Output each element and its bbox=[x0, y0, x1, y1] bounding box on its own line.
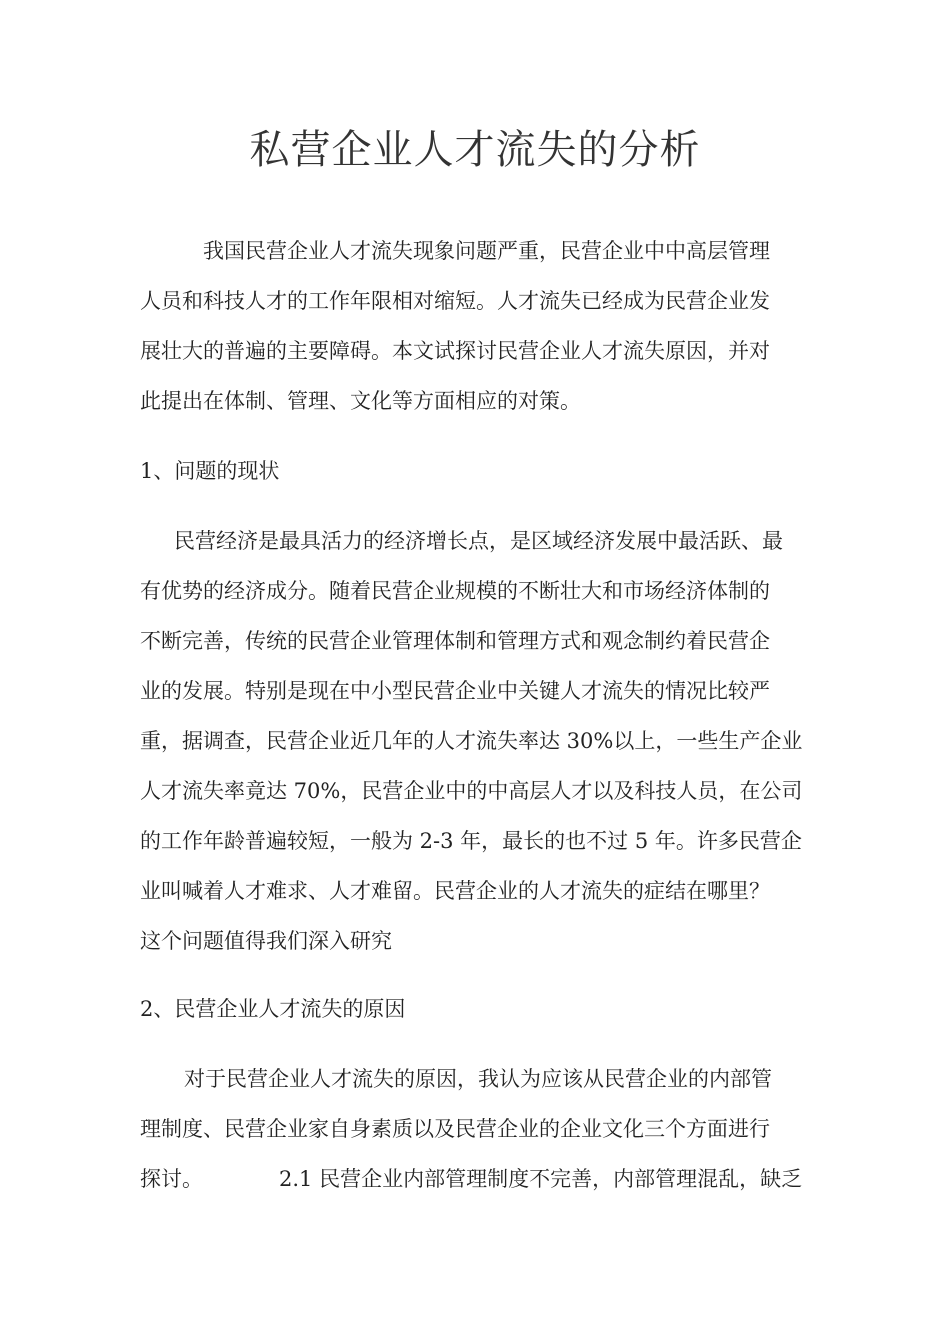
paragraph-line: 的工作年龄普遍较短，一般为 2-3 年，最长的也不过 5 年。许多民营企 bbox=[140, 829, 802, 853]
paragraph-line: 重，据调查，民营企业近几年的人才流失率达 30%以上，一些生产企业 bbox=[140, 729, 803, 753]
paragraph-line: 这个问题值得我们深入研究 bbox=[140, 929, 392, 953]
paragraph-line: 业叫喊着人才难求、人才难留。民营企业的人才流失的症结在哪里？ bbox=[140, 879, 770, 903]
section2-paragraph bbox=[140, 1054, 812, 1204]
paragraph-line: 人才流失率竟达 70%，民营企业中的中高层人才以及科技人员，在公司 bbox=[140, 779, 803, 803]
section1-paragraph bbox=[140, 516, 812, 966]
paragraph-line: 不断完善，传统的民营企业管理体制和管理方式和观念制约着民营企 bbox=[140, 629, 770, 653]
paragraph-line: 对于民营企业人才流失的原因，我认为应该从民营企业的内部管 bbox=[184, 1067, 772, 1091]
paragraph-line: 我国民营企业人才流失现象问题严重，民营企业中中高层管理 bbox=[203, 239, 770, 263]
paragraph-line: 人员和科技人才的工作年限相对缩短。人才流失已经成为民营企业发 bbox=[140, 289, 770, 313]
intro-paragraph bbox=[140, 226, 812, 426]
paragraph-line: 理制度、民营企业家自身素质以及民营企业的企业文化三个方面进行 bbox=[140, 1117, 770, 1141]
section-heading-1: 1、问题的现状 bbox=[140, 459, 280, 483]
section-heading-2: 2、民营企业人才流失的原因 bbox=[140, 997, 406, 1021]
paragraph-line: 民营经济是最具活力的经济增长点，是区域经济发展中最活跃、最 bbox=[174, 529, 783, 553]
paragraph-line: 探讨。 2.1 民营企业内部管理制度不完善，内部管理混乱，缺乏 bbox=[140, 1167, 803, 1191]
document-title: 私营企业人才流失的分析 bbox=[249, 127, 701, 173]
paragraph-line: 展壮大的普遍的主要障碍。本文试探讨民营企业人才流失原因，并对 bbox=[140, 339, 770, 363]
paragraph-line: 此提出在体制、管理、文化等方面相应的对策。 bbox=[140, 389, 581, 413]
paragraph-line: 业的发展。特别是现在中小型民营企业中关键人才流失的情况比较严 bbox=[140, 679, 770, 703]
paragraph-line: 有优势的经济成分。随着民营企业规模的不断壮大和市场经济体制的 bbox=[140, 579, 770, 603]
